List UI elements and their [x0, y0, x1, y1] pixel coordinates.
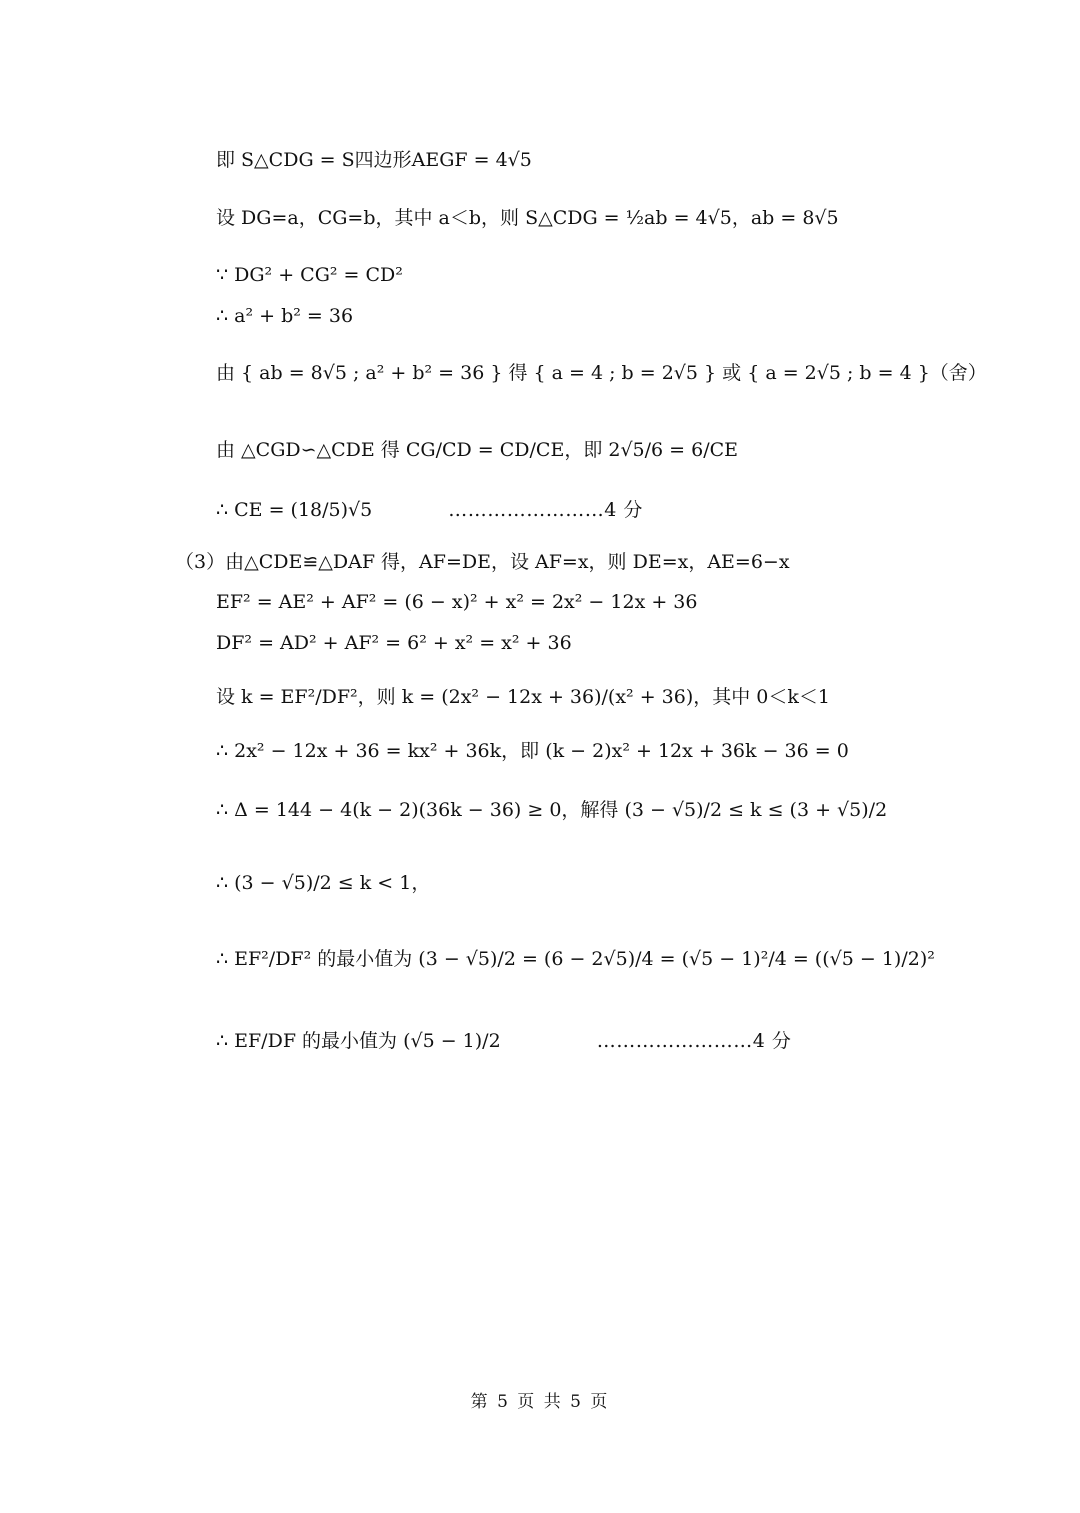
solution-line-12: ∴ 2x² − 12x + 36 = kx² + 36k，即 (k − 2)x² + 12x + 36k − 36 = 0	[216, 740, 849, 762]
solution-line-15: ∴ EF²/DF² 的最小值为 (3 − √5)/2 = (6 − 2√5)/4 = (√5 − 1)²/4 = ((√5 − 1)/2)²	[216, 948, 935, 970]
solution-line-14: ∴ (3 − √5)/2 ≤ k < 1，	[216, 872, 431, 894]
solution-line-7-text: ∴ CE = (18/5)√5	[216, 499, 373, 521]
solution-line-1: 即 S△CDG = S四边形AEGF = 4√5	[216, 149, 532, 171]
solution-line-16	[216, 1027, 791, 1055]
solution-line-13: ∴ Δ = 144 − 4(k − 2)(36k − 36) ≥ 0，解得 (3 − √5)/2 ≤ k ≤ (3 + √5)/2	[216, 799, 888, 821]
solution-line-10: DF² = AD² + AF² = 6² + x² = x² + 36	[216, 632, 572, 654]
solution-line-6: 由 △CGD∽△CDE 得 CG/CD = CD/CE，即 2√5/6 = 6/CE	[216, 439, 739, 461]
solution-line-11: 设 k = EF²/DF²，则 k = (2x² − 12x + 36)/(x² + 36)，其中 0＜k＜1	[216, 686, 830, 708]
solution-line-9: EF² = AE² + AF² = (6 − x)² + x² = 2x² − 12x + 36	[216, 591, 698, 613]
solution-line-16-text: ∴ EF/DF 的最小值为 (√5 − 1)/2	[216, 1030, 501, 1052]
score-part3: ……………………4 分	[596, 1030, 792, 1052]
solution-line-2: 设 DG=a，CG=b，其中 a＜b，则 S△CDG = ½ab = 4√5，ab = 8√5	[216, 207, 839, 229]
solution-line-3: ∵ DG² + CG² = CD²	[216, 264, 403, 286]
solution-line-4: ∴ a² + b² = 36	[216, 305, 354, 327]
score-part2: ……………………4 分	[448, 499, 643, 521]
solution-line-5: 由 { ab = 8√5 ; a² + b² = 36 } 得 { a = 4 ; b = 2√5 } 或 { a = 2√5 ; b = 4 }（舍）	[216, 362, 987, 384]
page-footer: 第 5 页 共 5 页	[470, 1392, 610, 1412]
solution-line-7	[216, 496, 643, 524]
solution-line-8: （3）由△CDE≌△DAF 得，AF=DE，设 AF=x，则 DE=x，AE=6−x	[175, 551, 790, 573]
